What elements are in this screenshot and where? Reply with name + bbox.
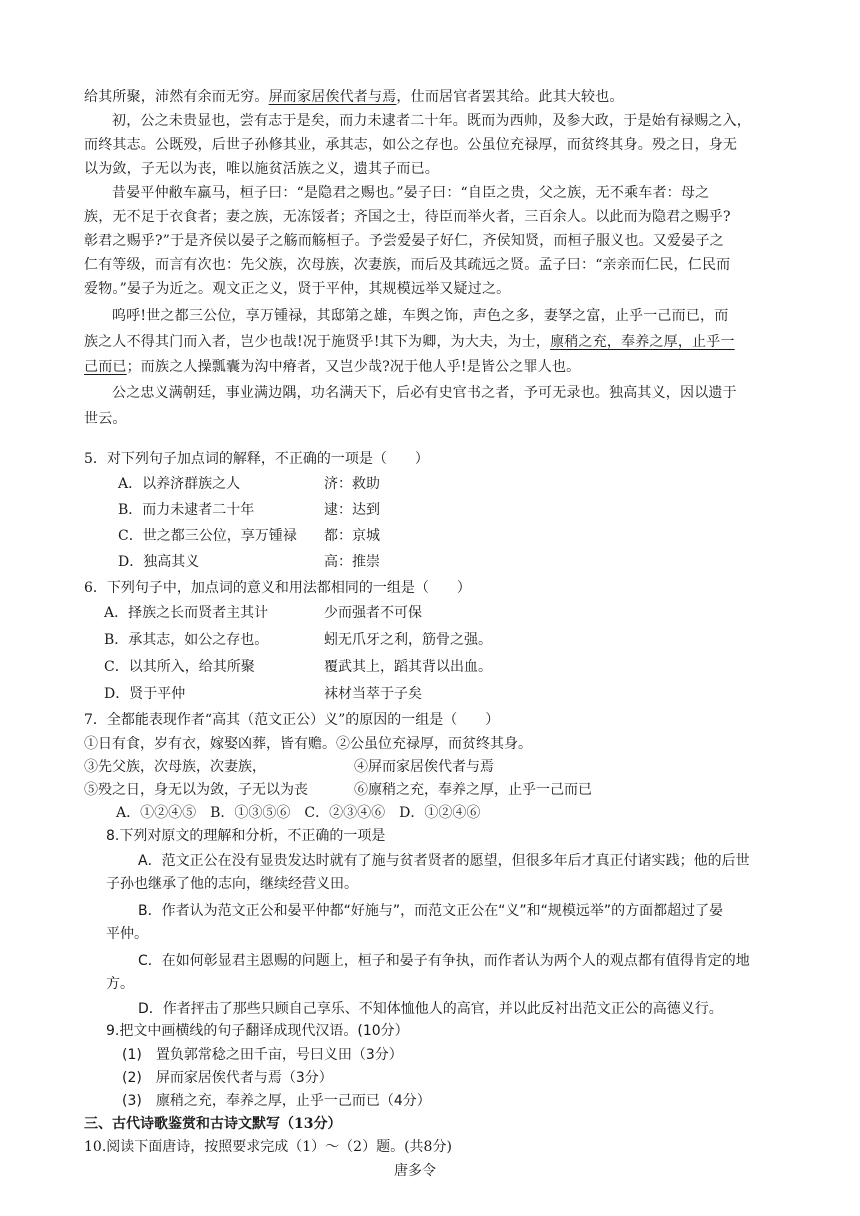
- passage-line: 彰君之赐乎?”于是齐侯以晏子之觞而觞桓子。予尝爱晏子好仁，齐侯知贤，而桓子服义也。又爱晏子之: [84, 233, 724, 249]
- q9-item: (3) 廪稍之充，奉养之厚，止乎一己而已（4分）: [122, 1093, 431, 1109]
- passage-line: 而终其志。公既殁，后世子孙修其业，承其志，如公之存也。公虽位充禄厚，而贫终其身。殁之日，身无: [84, 137, 738, 153]
- passage-line: 以为敛，子无以为丧，唯以施贫活族之义，遗其子而已。: [84, 161, 439, 177]
- section-3-title: 三、古代诗歌鉴赏和古诗文默写（13分）: [84, 1116, 342, 1132]
- q7-item: ③先父族，次母族，次妻族，: [84, 759, 266, 775]
- underlined-sentence: 己而已: [84, 359, 127, 375]
- q7-item: ⑤殁之日，身无以为敛，子无以为丧: [84, 782, 308, 798]
- question-7-stem: 7．全都能表现作者“高其（范文正公）义”的原因的一组是（ ）: [84, 712, 500, 728]
- poem-title: 唐多令: [394, 1163, 436, 1179]
- q5-option-b: B．而力未逮者二十年: [118, 502, 255, 518]
- passage-line: 族之人不得其门而入者，岂少也哉!况于施贤乎!其下为卿，为大夫，为士，廪稍之充，奉养之厚，止乎一: [84, 334, 735, 350]
- q6-option-a-left: A．择族之长而贤者主其计: [104, 605, 269, 621]
- q8-option-c-line1: C．在如何彰显君主恩赐的问题上，桓子和晏子有争执，而作者认为两个人的观点都有值得肯定的地: [138, 953, 750, 969]
- question-10-stem: 10.阅读下面唐诗，按照要求完成（1）～（2）题。(共8分): [84, 1139, 452, 1155]
- passage-line: 己而已；而族之人操瓢囊为沟中瘠者，又岂少哉?况于他人乎!是皆公之罪人也。: [84, 359, 581, 375]
- question-6-stem: 6．下列句子中，加点词的意义和用法都相同的一组是（ ）: [84, 580, 471, 596]
- passage-line: 初，公之未贵显也，尝有志于是矣，而力未逮者二十年。既而为西帅，及参大政，于是始有禄赐之入，: [112, 113, 751, 129]
- passage-line: 爱物。”晏子为近之。观文正之义，贤于平仲，其规模远举又疑过之。: [84, 281, 511, 297]
- q7-item: ⑥廪稍之充，奉养之厚，止乎一己而已: [354, 782, 592, 798]
- q6-option-c-right: 覆武其上，蹈其背以出血。: [324, 659, 492, 675]
- q8-option-a-line1: A．范文正公在没有显贵发达时就有了施与贫者贤者的愿望，但很多年后才真正付诸实践；他的后世: [138, 853, 750, 869]
- q5-option-c-gloss: 都：京城: [324, 528, 380, 544]
- q8-option-d: D．作者抨击了那些只顾自己享乐、不知体恤他人的高官，并以此反衬出范文正公的高德义行。: [138, 1001, 723, 1017]
- question-5-stem: 5．对下列句子加点词的解释，不正确的一项是（ ）: [84, 451, 429, 467]
- q6-option-c-left: C．以其所入，给其所聚: [104, 659, 255, 675]
- underlined-sentence: 廪稍之充，奉养之厚，止乎一: [550, 334, 735, 350]
- q8-option-b-line1: B．作者认为范文正公和晏平仲都“好施与”，而范文正公在“义”和“规模远举”的方面都超过了晏: [138, 903, 724, 919]
- underlined-sentence: 屏而家居俟代者与焉: [268, 89, 397, 105]
- passage-line: 昔晏平仲敝车羸马，桓子曰：“是隐君之赐也。”晏子曰：“自臣之贵，父之族，无不乘车者：母之: [112, 185, 710, 201]
- q8-option-c-line2: 方。: [106, 976, 134, 992]
- q5-option-b-gloss: 逮：达到: [324, 502, 380, 518]
- q5-option-a-gloss: 济：救助: [324, 476, 380, 492]
- passage-line: 世云。: [84, 411, 127, 427]
- q9-item: (2) 屏而家居俟代者与焉（3分）: [122, 1070, 333, 1086]
- q7-item: ④屏而家居俟代者与焉: [354, 759, 494, 775]
- q5-option-a: A．以养济群族之人: [118, 476, 241, 492]
- q6-option-d-right: 袜材当萃于子矣: [324, 686, 422, 702]
- q7-item: ①日有食，岁有衣，嫁娶凶葬，皆有赡。②公虽位充禄厚，而贫终其身。: [84, 736, 532, 752]
- passage-line: 给其所聚，沛然有余而无穷。屏而家居俟代者与焉，仕而居官者罢其给。此其大较也。: [84, 89, 624, 105]
- q7-answer-options: A．①②④⑤ B．①③⑤⑥ C．②③④⑥ D．①②④⑥: [116, 805, 481, 821]
- q6-option-a-right: 少而强者不可保: [324, 605, 422, 621]
- passage-line: 呜呼!世之都三公位，享万锺禄，其邸第之雄，车舆之饰，声色之多，妻孥之富，止乎一己而已，而: [112, 308, 729, 324]
- q6-option-d-left: D．贤于平仲: [104, 686, 186, 702]
- q6-option-b-left: B．承其志，如公之存也。: [104, 632, 269, 648]
- q5-option-d-gloss: 高：推崇: [324, 554, 380, 570]
- passage-line: 仁有等级，而言有次也：先父族，次母族，次妻族，而后及其疏远之贤。孟子曰：“亲亲而仁民，仁民而: [84, 257, 731, 273]
- q6-option-b-right: 蚓无爪牙之利，筋骨之强。: [324, 632, 492, 648]
- passage-line: 公之忠义满朝廷，事业满边隅，功名满天下，后必有史官书之者，予可无录也。独高其义，因以遗于: [112, 385, 737, 401]
- q5-option-d: D．独高其义: [118, 554, 200, 570]
- q8-option-a-line2: 子孙也继承了他的志向，继续经营义田。: [106, 876, 358, 892]
- q9-item: (1) 置负郭常稔之田千亩，号曰义田（3分）: [122, 1047, 403, 1063]
- question-9-stem: 9.把文中画横线的句子翻译成现代汉语。(10分）: [106, 1023, 409, 1039]
- passage-line: 族，无不足于衣食者；妻之族，无冻馁者；齐国之士，待臣而举火者，三百余人。以此而为隐君之赐乎?: [84, 209, 731, 225]
- q5-option-c: C．世之都三公位，享万锺禄: [118, 528, 297, 544]
- q8-option-b-line2: 平仲。: [106, 926, 148, 942]
- question-8-stem: 8.下列对原文的理解和分析，不正确的一项是: [106, 828, 386, 844]
